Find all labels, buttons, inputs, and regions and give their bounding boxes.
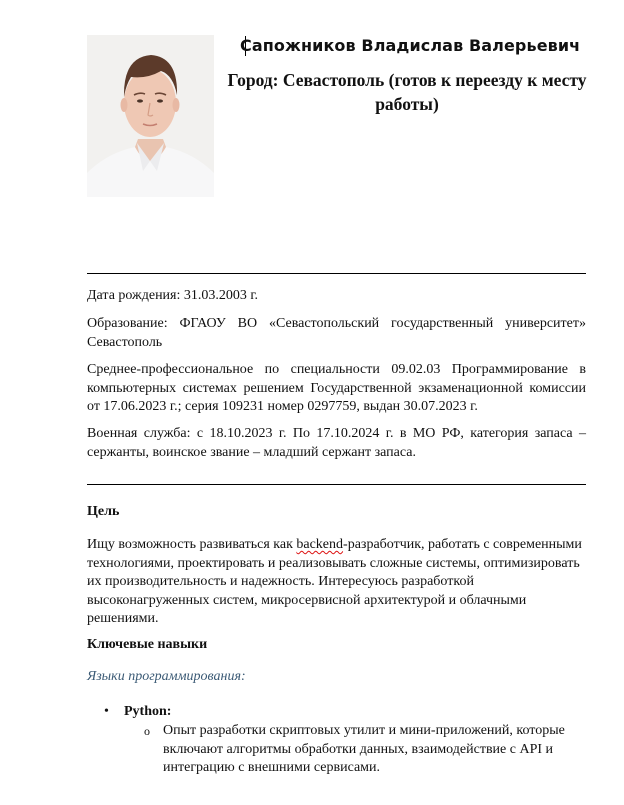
secondary-education: Среднее-профессиональное по специальности 09.02.03 Программирование в компьютерных системах решением Государственной экзаменационной комиссии от 17.06.2023 г.; серия 109231 номер 0297759, выдан 30.07.2023 г. bbox=[87, 362, 586, 414]
skills-subheading: Языки программирования: bbox=[87, 669, 246, 684]
education: Образование: ФГАОУ ВО «Севастопольский государственный университет» Севастополь bbox=[87, 316, 586, 350]
sub-bullet-icon: o bbox=[144, 724, 150, 738]
goal-heading: Цель bbox=[87, 504, 120, 519]
skill-python-detail: Опыт разработки скриптовых утилит и мини-приложений, которые включают алгоритмы обработки данных, взаимодействие с API и интеграцию с внешними сервисами. bbox=[163, 723, 565, 775]
spellcheck-word: backend bbox=[296, 537, 344, 552]
profile-photo bbox=[87, 35, 214, 197]
person-photo-icon bbox=[87, 35, 214, 197]
goal-text bbox=[87, 536, 586, 629]
skill-python-label: Python: bbox=[124, 704, 172, 719]
birth-date: Дата рождения: 31.03.2003 г. bbox=[87, 288, 259, 303]
divider-bottom bbox=[87, 484, 586, 485]
candidate-name: Сапожников Владислав Валерьевич bbox=[240, 36, 581, 55]
skills-heading: Ключевые навыки bbox=[87, 637, 208, 652]
bullet-icon: • bbox=[104, 704, 109, 719]
goal-text-end: -разработчик, работать с современными технологиями, проектировать и реализовывать сложные системы, оптимизировать их производительность и надежность. Интересуюсь разработкой высоконагруженных систем, микросервисной архитектурой и облачными решениями. bbox=[87, 537, 582, 626]
military-service: Военная служба: с 18.10.2023 г. По 17.10.2024 г. в МО РФ, категория запаса – сержанты, воинское звание – младший сержант запаса. bbox=[87, 426, 586, 460]
goal-text-start: Ищу возможность развиваться как bbox=[87, 537, 297, 552]
divider-top bbox=[87, 273, 586, 274]
candidate-city: Город: Севастополь (готов к переезду к месту работы) bbox=[227, 70, 587, 114]
